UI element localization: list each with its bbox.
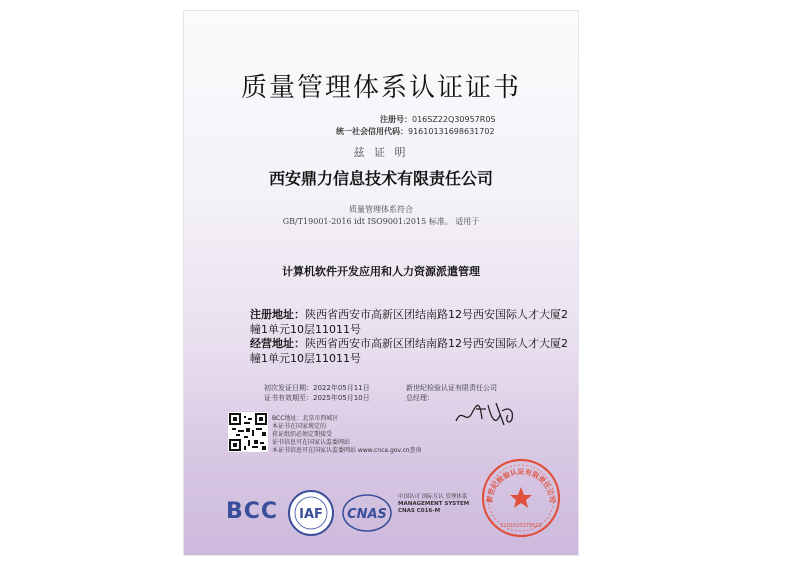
- bcc-logo: BCC: [226, 499, 279, 524]
- system-line-2: GB/T19001-2016 idt ISO9001:2015 标准。 适用于: [282, 217, 480, 226]
- ms-accreditation: 中国认可 国际互认 管理体系 MANAGEMENT SYSTEM CNAS C016-M: [398, 494, 470, 514]
- certification-scope: 计算机软件开发应用和人力资源派遣管理: [282, 265, 480, 278]
- certificate: [183, 10, 579, 556]
- svg-text:IAF: IAF: [299, 507, 323, 522]
- certificate-title: 质量管理体系认证证书: [240, 73, 521, 103]
- credit-code: 统一社会信用代码：91610131698631702: [336, 127, 495, 136]
- system-line-1: 质量管理体系符合: [349, 205, 413, 214]
- certificate-note: BCC地址：北京市西城区 本证书在国家规定的 获证组织必须定期接受 证书信息可在国家认监委网站 本证书信息可在国家认监委网站 www.cnca.gov.cn查询: [272, 415, 422, 454]
- seal-code: 1101020379523: [500, 523, 542, 529]
- proof-text: 兹 证 明: [353, 146, 409, 159]
- company-name: 西安鼎力信息技术有限责任公司: [268, 169, 493, 188]
- official-seal-icon: [480, 457, 562, 539]
- iaf-logo-icon: [287, 489, 335, 537]
- operating-address: 经营地址：陕西省西安市高新区团结南路12号西安国际人才大厦2幢1单元10层11011号: [250, 337, 568, 365]
- seal-text: 新世纪检验认证有限责任公司: [485, 467, 557, 504]
- signature-icon: [452, 395, 522, 435]
- cnas-logo-icon: [341, 489, 393, 537]
- svg-text:CNAS: CNAS: [347, 507, 387, 522]
- qr-code-icon: [228, 412, 268, 452]
- registered-address: 注册地址：陕西省西安市高新区团结南路12号西安国际人才大厦2幢1单元10层11011号: [250, 308, 568, 336]
- registration-number: 注册号：016SZ22Q30957R0S: [380, 115, 496, 124]
- certificate-dates: 初次发证日期：2022年05月11日 证书有效期至：2025年05月10日: [264, 384, 370, 402]
- issuer-block: 新世纪检验认证有限责任公司 总经理：: [406, 384, 497, 402]
